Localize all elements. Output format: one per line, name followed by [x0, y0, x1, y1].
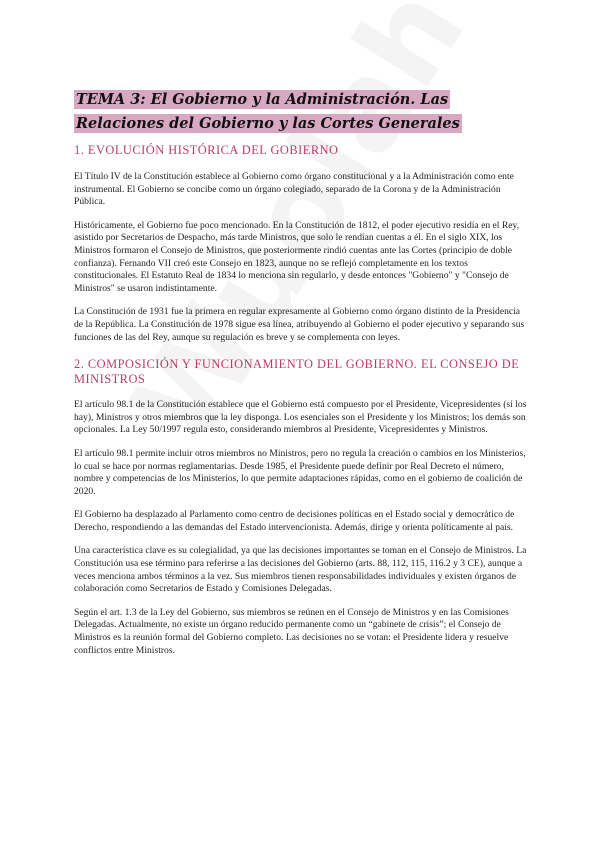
paragraph: La Constitución de 1931 fue la primera en regular expresamente al Gobierno como órgano distinto de la Presidencia de la República. La Constitución de 1978 sigue esa línea, atribuyendo al Gobierno el poder ejecutivo y separando sus funciones de las del Rey, aunque su regulación es breve y se complementa con leyes.: [74, 306, 525, 343]
paragraph: El artículo 98.1 de la Constitución establece que el Gobierno está compuesto por el Presidente, Vicepresidentes (si los hay), Ministros y otros miembros que la ley disponga. Los esenciales son el Presidente y los Ministros; los demás son opcionales. La Ley 50/1997 regula esto, considerando miembros al Presidente, Vicepresidentes y Ministros.: [74, 399, 527, 436]
paragraph: El artículo 98.1 permite incluir otros miembros no Ministros, pero no regula la creación o cambios en los Ministerios, lo cual se hace por normas reglamentarias. Desde 1985, el Presidente puede definir por Real Decreto el número, nombre y competencias de los Ministerios, lo que permite adaptaciones rápidas, como en el gobierno de coalición de 2020.: [74, 447, 526, 497]
paragraph: El Título IV de la Constitución establece al Gobierno como órgano constitucional y a la Administración como ente instrumental. El Gobierno se concibe como un órgano colegiado, separado de la Corona y de la Administración Pública.: [74, 171, 514, 208]
section-heading-2: 2. COMPOSICIÓN Y FUNCIONAMIENTO DEL GOBIERNO. EL CONSEJO DE MINISTROS: [74, 357, 520, 387]
document-page: [74, 88, 528, 668]
document-title: TEMA 3: El Gobierno y la Administración. Las Relaciones del Gobierno y las Cortes Generales: [76, 91, 460, 132]
paragraph: El Gobierno ha desplazado al Parlamento como centro de decisiones políticas en el Estado social y democrático de Derecho, respondiendo a las demandas del Estado intervencionista. Además, dirige y orienta políticamente al país.: [74, 509, 515, 533]
section-heading-1: 1. EVOLUCIÓN HISTÓRICA DEL GOBIERNO: [74, 143, 339, 157]
paragraph: Según el art. 1.3 de la Ley del Gobierno, sus miembros se reúnen en el Consejo de Ministros y en las Comisiones Delegadas. Actualmente, no existe un órgano reducido permanente como un “gabinete de crisis”; el Consejo de Ministros es la reunión formal del Gobierno completo. Las decisiones no se votan: el Presidente lidera y resuelve conflictos entre Ministros.: [74, 606, 509, 656]
paragraph: Históricamente, el Gobierno fue poco mencionado. En la Constitución de 1812, el poder ejecutivo residía en el Rey, asistido por Secretarios de Despacho, más tarde Ministros, que solo le rendían cuentas a él. En el siglo XIX, los Ministros formaron el Consejo de Ministros, que posteriormente rindió cuentas ante las Cortes (principio de doble confianza). Fernando VII creó este Consejo en 1823, aunque no se reflejó completamente en los textos constitucionales. El Estatuto Real de 1834 lo menciona sin regularlo, y desde entonces "Gobierno" y "Consejo de Ministros" se usaron indistintamente.: [74, 219, 520, 294]
paragraph: Una característica clave es su colegialidad, ya que las decisiones importantes se toman en el Consejo de Ministros. La Constitución usa ese término para referirse a las decisiones del Gobierno (arts. 88, 112, 115, 116.2 y 3 CE), aunque a veces menciona ambos términos a la vez. Sus miembros tienen responsabilidades individuales y existen órganos de colaboración como Secretarios de Estado y Comisiones Delegadas.: [74, 545, 527, 595]
